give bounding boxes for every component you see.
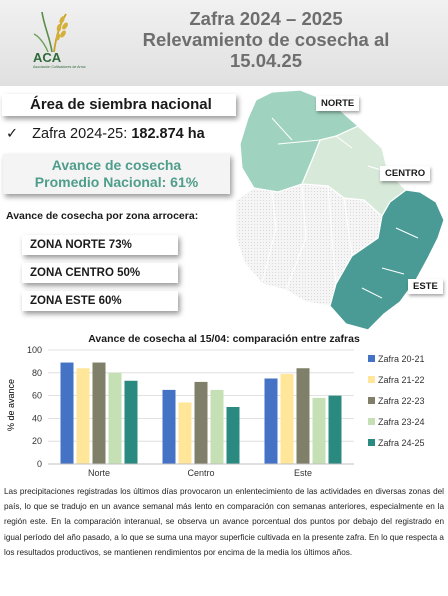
avance-nacional-box <box>3 154 230 194</box>
bar <box>93 363 106 464</box>
title-line-2: Relevamiento de cosecha al <box>142 29 390 50</box>
chart-title: Avance de cosecha al 15/04: comparación entre zafras <box>88 333 360 345</box>
bar <box>265 379 278 465</box>
avance-promedio: Promedio Nacional: 61% <box>34 174 199 190</box>
bar <box>125 381 138 464</box>
y-tick-label: 80 <box>31 367 42 378</box>
y-tick-label: 60 <box>31 390 42 401</box>
area-siembra-title: Área de siembra nacional <box>2 94 236 116</box>
summary-paragraph: Las precipitaciones registradas los últimos días provocaron un enlentecimiento de las actividades en diversas zonas del país, lo que se tradujo en un avance semanal más lento en comparación con semanas anteriores, especialmente en la región este. En la comparación interanual, se observa un avance porcentual dos puntos por debajo del registrado en igual período del año pasado, a lo que se suma una mayor superficie cultivada en la presente zafra. En lo que respecta a los resultados productivos, se mantienen rendimientos por encima de la media los últimos años. <box>4 487 444 557</box>
map-svg <box>232 88 448 336</box>
map-label-este: ESTE <box>408 279 443 294</box>
legend-label: Zafra 21-22 <box>378 375 425 385</box>
legend-label: Zafra 20-21 <box>378 354 425 364</box>
uruguay-map <box>232 88 448 336</box>
y-tick-label: 40 <box>31 413 42 424</box>
y-axis-label: % de avance <box>6 378 16 432</box>
bar <box>109 373 122 464</box>
zafra-area-label: Zafra 2024-25: <box>32 126 132 142</box>
aca-logo <box>30 8 86 70</box>
zona-norte-box: ZONA NORTE 73% <box>22 235 178 255</box>
zona-centro-box: ZONA CENTRO 50% <box>22 263 178 283</box>
bar <box>195 382 208 464</box>
bar <box>211 390 224 464</box>
title-line-1: Zafra 2024 – 2025 <box>189 8 343 29</box>
y-tick-label: 0 <box>36 459 42 469</box>
bar <box>313 398 326 464</box>
title-line-3: 15.04.25 <box>229 50 302 71</box>
bar <box>179 402 192 464</box>
legend-label: Zafra 23-24 <box>378 417 425 427</box>
page-title <box>96 8 436 71</box>
legend-swatch <box>368 376 375 383</box>
bar <box>61 363 74 464</box>
legend-swatch <box>368 418 375 425</box>
x-tick-label: Centro <box>187 468 215 478</box>
checkmark-icon: ✓ <box>6 126 19 142</box>
legend-label: Zafra 22-23 <box>378 396 425 406</box>
zafra-area-value: 182.874 ha <box>131 126 205 142</box>
bar <box>297 368 310 464</box>
bar <box>227 407 240 464</box>
bar <box>281 374 294 464</box>
y-tick-label: 20 <box>31 436 42 447</box>
page-header <box>0 0 448 86</box>
zonas-title: Avance de cosecha por zona arrocera: <box>6 210 199 222</box>
bar <box>77 368 90 464</box>
harvest-bar-chart <box>0 340 448 486</box>
svg-text:Asociación Cultivadores de Arr: Asociación Cultivadores de Arroz <box>33 65 86 69</box>
map-label-centro: CENTRO <box>380 166 430 181</box>
y-tick-label: 100 <box>26 345 42 355</box>
x-tick-label: Norte <box>87 468 111 478</box>
legend-label: Zafra 24-25 <box>378 438 425 448</box>
legend-swatch <box>368 355 375 362</box>
svg-text:ACA: ACA <box>33 50 62 65</box>
bar <box>163 390 176 464</box>
avance-title: Avance de cosecha <box>51 157 182 173</box>
rice-plant-icon <box>30 8 86 70</box>
map-label-norte: NORTE <box>316 96 359 111</box>
bar <box>329 396 342 464</box>
legend-swatch <box>368 397 375 404</box>
zafra-area-line <box>6 126 205 142</box>
zona-este-box: ZONA ESTE 60% <box>22 291 178 311</box>
legend-swatch <box>368 439 375 446</box>
x-tick-label: Este <box>293 468 313 478</box>
